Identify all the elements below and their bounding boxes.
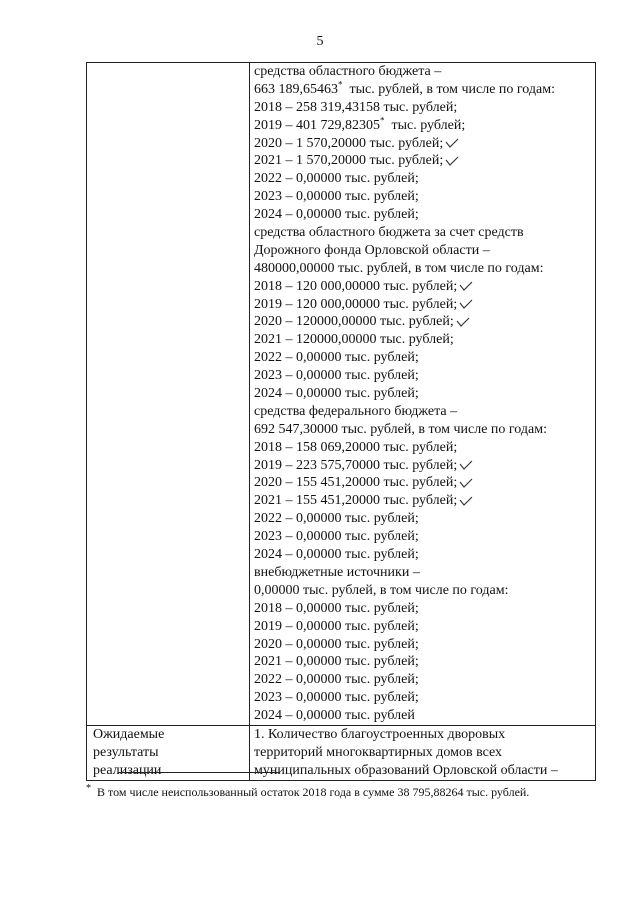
funding-line [254,99,591,117]
funding-row [87,63,596,726]
handwritten-check-icon [459,299,473,309]
funding-line-text: внебюджетные источники – [254,564,420,580]
handwritten-check-icon [445,156,459,166]
funding-line [254,206,591,224]
handwritten-check-icon [459,496,473,506]
expected-results-line: территорий многоквартирных домов всех [254,744,503,760]
footnote [86,782,596,803]
passport-table [86,62,596,781]
funding-line-text: 2022 – 0,00000 тыс. рублей; [254,171,419,187]
funding-line [254,170,591,188]
funding-line-text: 2019 – 120 000,00000 тыс. рублей; [254,296,458,312]
footnote-text: В том числе неиспользованный остаток 2018 года в сумме 38 795,88264 тыс. рублей. [97,785,530,799]
funding-line-text: 2024 – 0,00000 тыс. рублей; [254,547,419,563]
funding-line [254,492,591,510]
funding-line [254,278,591,296]
handwritten-check-icon [459,460,473,470]
funding-line-text: 2021 – 120000,00000 тыс. рублей; [254,332,454,348]
funding-line [254,135,591,153]
funding-line [254,296,591,314]
funding-line-text: средства областного бюджета за счет средств [254,225,524,241]
funding-line [254,63,591,81]
page-number: 5 [316,34,324,49]
funding-line [254,224,591,242]
funding-line-text: 692 547,30000 тыс. рублей, в том числе по годам: [254,421,547,437]
funding-line-text: 0,00000 тыс. рублей, в том числе по годам: [254,582,509,598]
funding-line [254,439,591,457]
funding-line [254,653,591,671]
funding-line-text: 480000,00000 тыс. рублей, в том числе по годам: [254,260,544,276]
funding-line-text-after: тыс. рублей, в том числе по годам: [342,81,555,97]
footnote-marker: * [380,115,385,126]
funding-line-text: 2022 – 0,00000 тыс. рублей; [254,350,419,366]
funding-line-text: 2020 – 1 570,20000 тыс. рублей; [254,135,444,151]
funding-line-text: 2019 – 223 575,70000 тыс. рублей; [254,457,458,473]
funding-line-text: 2020 – 0,00000 тыс. рублей; [254,636,419,652]
expected-results-label-line: результаты [93,744,159,760]
funding-line-text: Дорожного фонда Орловской области – [254,242,490,258]
funding-line [254,188,591,206]
funding-line-text: средства федерального бюджета – [254,403,458,419]
funding-line [254,618,591,636]
funding-line-text: 2021 – 0,00000 тыс. рублей; [254,654,419,670]
funding-row-label-cell [87,63,250,726]
funding-line-text: 2021 – 1 570,20000 тыс. рублей; [254,153,444,169]
funding-line [254,313,591,331]
handwritten-check-icon [445,138,459,148]
funding-line [254,671,591,689]
funding-line [254,385,591,403]
funding-line-text: 2023 – 0,00000 тыс. рублей; [254,690,419,706]
funding-line [254,152,591,170]
funding-line [254,81,591,99]
funding-sources-cell [250,63,596,726]
funding-line [254,582,591,600]
funding-line-text: 2023 – 0,00000 тыс. рублей; [254,368,419,384]
expected-results-line: 1. Количество благоустроенных дворовых [254,726,506,742]
funding-line [254,600,591,618]
funding-line-text: 2024 – 0,00000 тыс. рублей; [254,386,419,402]
funding-line-text: 2024 – 0,00000 тыс. рублей; [254,207,419,223]
funding-line [254,242,591,260]
handwritten-check-icon [456,317,470,327]
funding-line [254,349,591,367]
funding-line [254,403,591,421]
funding-line [254,707,591,725]
footnote-marker: * [86,783,91,794]
funding-line-text: 663 189,65463 [254,81,338,97]
funding-line-text-after: тыс. рублей; [384,117,466,133]
funding-line-text: 2020 – 120000,00000 тыс. рублей; [254,314,454,330]
footnote-marker: * [338,79,343,90]
expected-results-label-line: Ожидаемые [93,726,165,742]
funding-line-text: 2023 – 0,00000 тыс. рублей; [254,189,419,205]
funding-line-text: 2022 – 0,00000 тыс. рублей; [254,672,419,688]
funding-line-text: 2018 – 0,00000 тыс. рублей; [254,600,419,616]
funding-line [254,528,591,546]
funding-line [254,457,591,475]
expected-results-cell [250,725,596,780]
funding-line-text: 2020 – 155 451,20000 тыс. рублей; [254,475,458,491]
funding-line-text: 2022 – 0,00000 тыс. рублей; [254,511,419,527]
funding-line-text: 2018 – 158 069,20000 тыс. рублей; [254,439,458,455]
funding-line-text: 2023 – 0,00000 тыс. рублей; [254,529,419,545]
expected-results-line: муниципальных образований Орловской области – [254,762,558,778]
funding-line-text: 2021 – 155 451,20000 тыс. рублей; [254,493,458,509]
funding-line [254,260,591,278]
funding-line-text: 2018 – 258 319,43158 тыс. рублей; [254,99,458,115]
funding-line [254,367,591,385]
funding-line [254,331,591,349]
funding-line-text: 2018 – 120 000,00000 тыс. рублей; [254,278,458,294]
funding-line [254,689,591,707]
funding-line-text: 2019 – 401 729,82305 [254,117,380,133]
funding-line [254,564,591,582]
funding-line [254,546,591,564]
funding-line-text: 2019 – 0,00000 тыс. рублей; [254,618,419,634]
footnote-separator [118,772,280,773]
handwritten-check-icon [459,281,473,291]
funding-line [254,636,591,654]
funding-line-text: 2024 – 0,00000 тыс. рублей [254,708,415,724]
funding-line [254,510,591,528]
funding-line-text: средства областного бюджета – [254,64,442,79]
expected-results-label-line: реализации [93,762,162,778]
handwritten-check-icon [459,478,473,488]
funding-line [254,421,591,439]
funding-line [254,474,591,492]
funding-line [254,117,591,135]
